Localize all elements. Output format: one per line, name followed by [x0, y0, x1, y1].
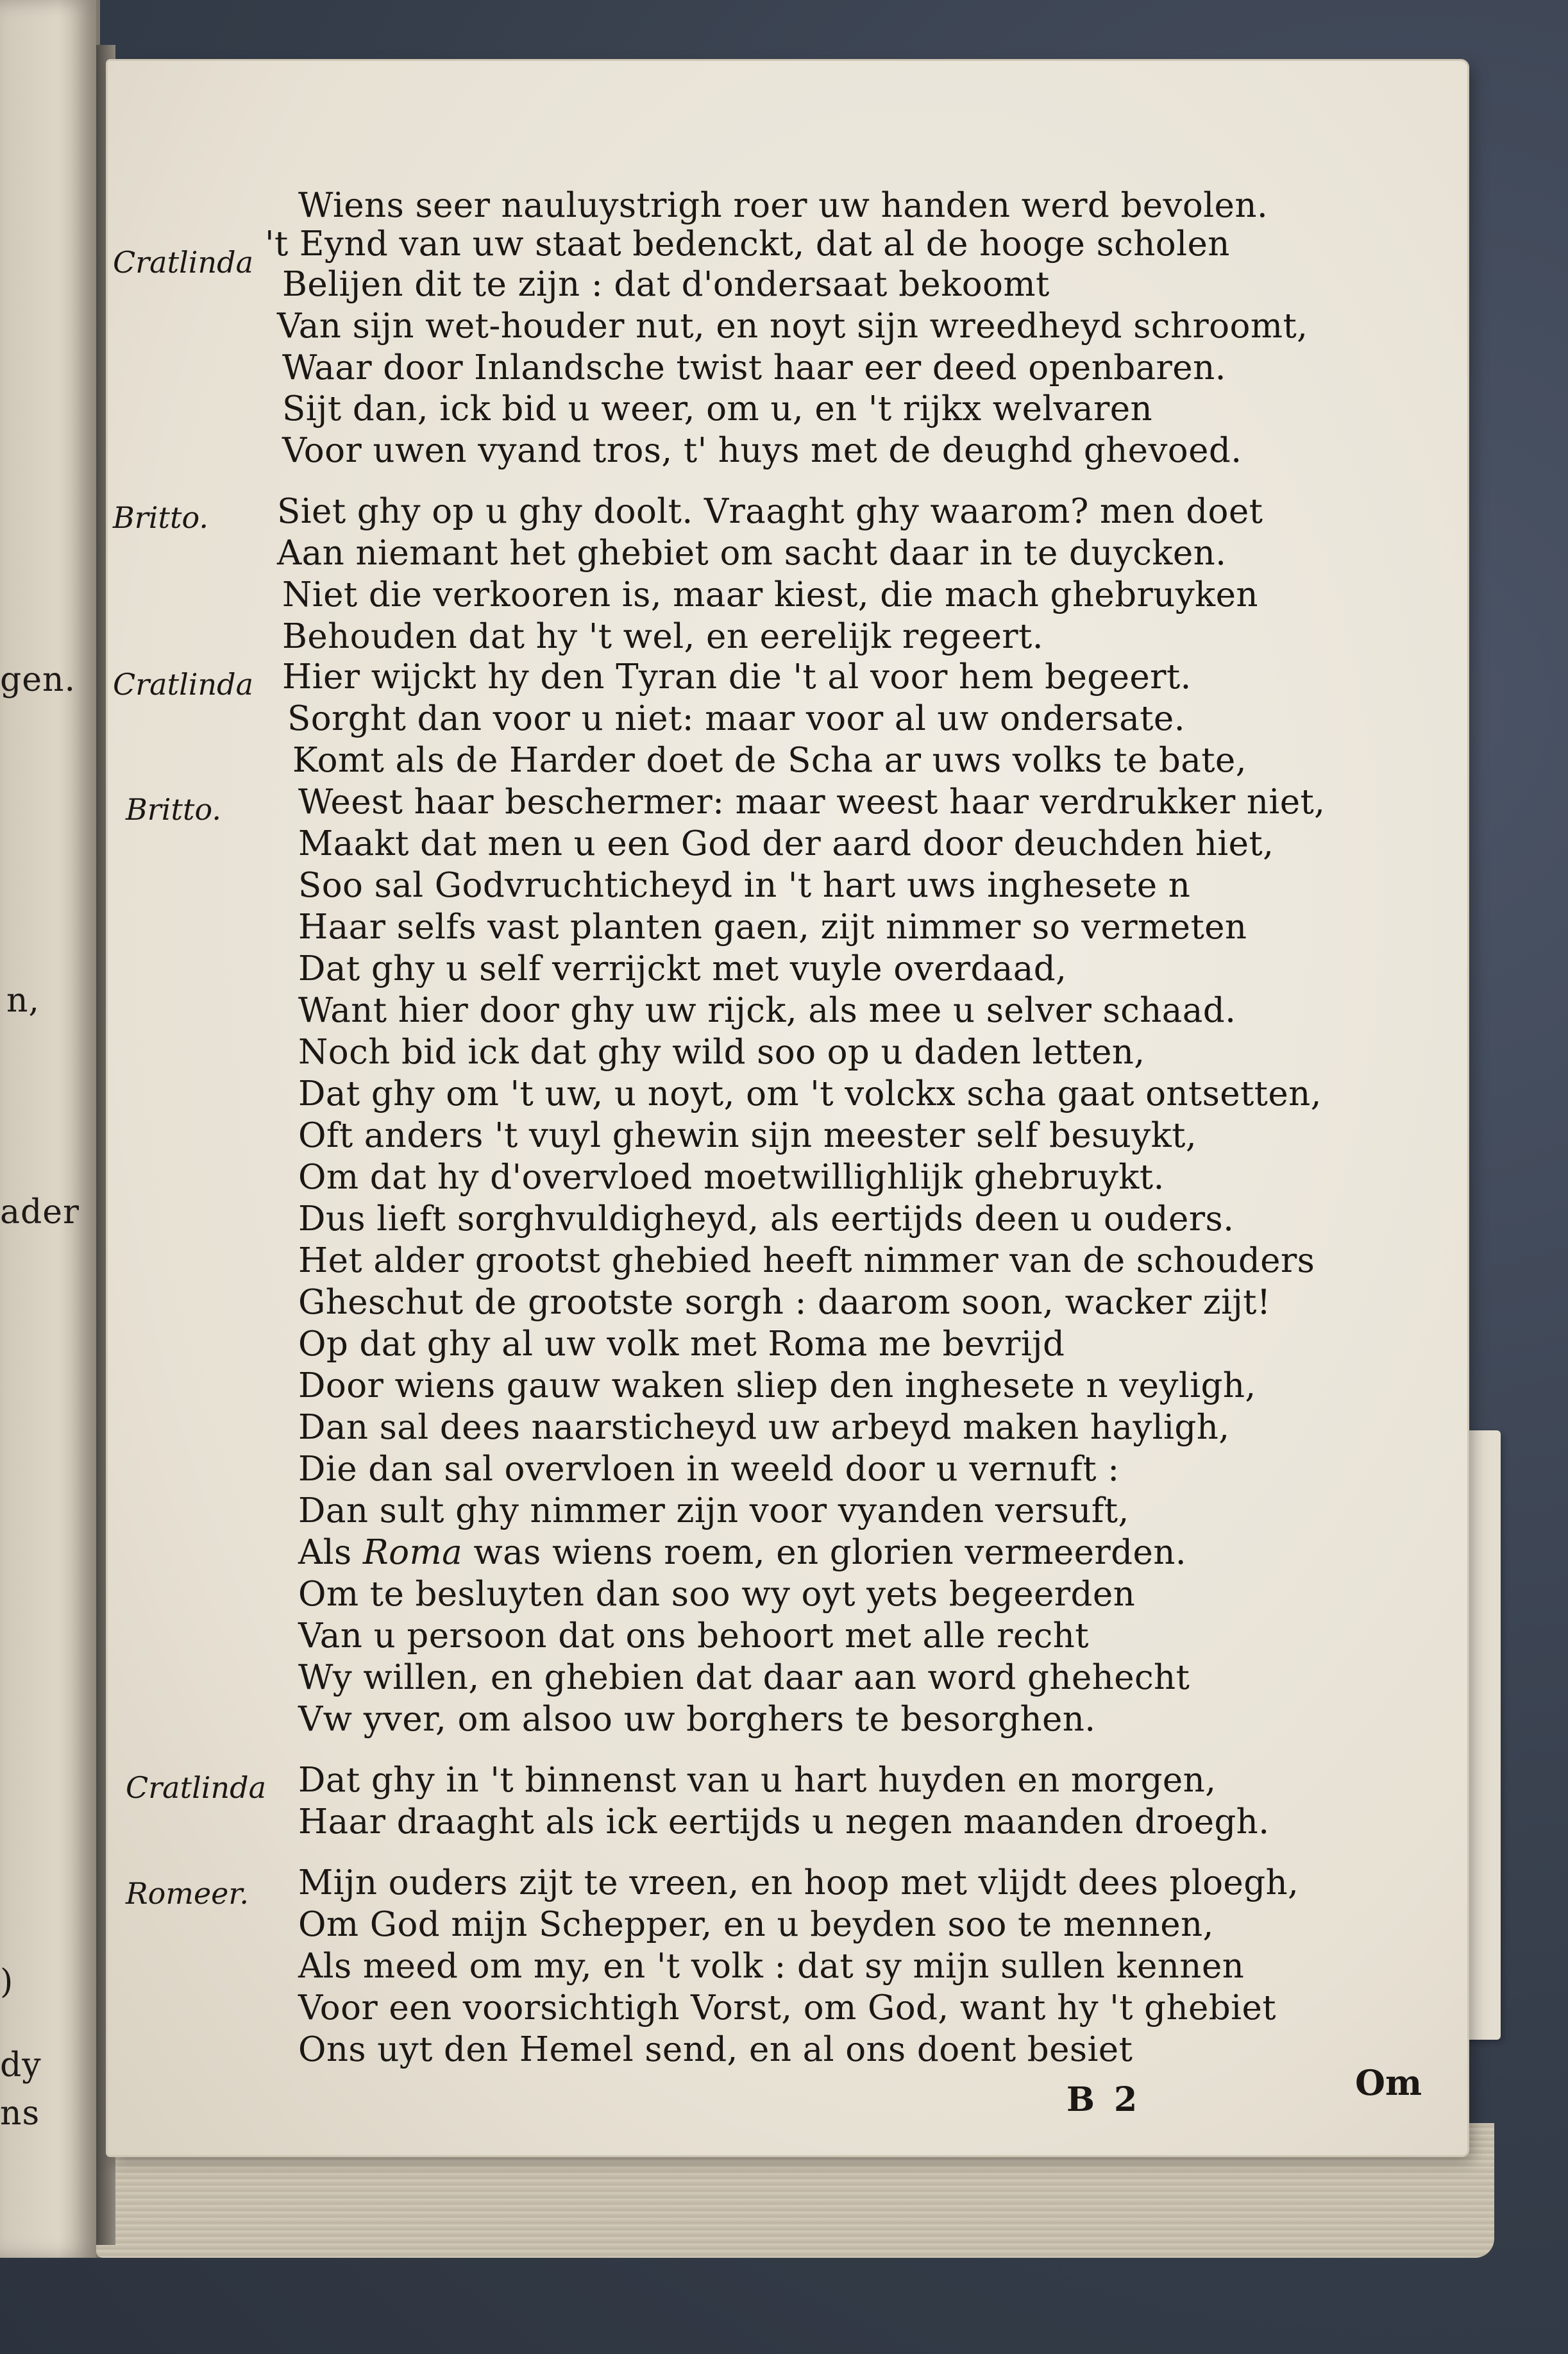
- verse-line: Belijen dit te zijn : dat d'ondersaat bekoomt: [282, 265, 1050, 304]
- verse-line: Niet die verkooren is, maar kiest, die mach ghebruyken: [282, 575, 1258, 614]
- book-page: [108, 61, 1467, 2155]
- verse-line: Gheschut de grootste sorgh : daarom soon, wacker zijt!: [298, 1283, 1271, 1322]
- verse-line: Siet ghy op u ghy doolt. Vraaght ghy waarom? men doet: [277, 492, 1263, 531]
- catchword: Om: [1355, 2062, 1422, 2103]
- verse-line: Sorght dan voor u niet: maar voor al uw ondersate.: [287, 699, 1185, 738]
- verse-line: Ons uyt den Hemel send, en al ons doent besiet: [298, 2030, 1133, 2069]
- verse-line: Om te besluyten dan soo wy oyt yets begeerden: [298, 1575, 1136, 1614]
- italic-name-roma: Roma: [362, 1533, 463, 1572]
- verse-line: Dat ghy in 't binnenst van u hart huyden en morgen,: [298, 1761, 1217, 1800]
- verse-line: Haar selfs vast planten gaen, zijt nimmer so vermeten: [298, 908, 1247, 947]
- facing-page-fragment: ns: [0, 2094, 40, 2133]
- verse-line: Want hier door ghy uw rijck, als mee u selver schaad.: [298, 991, 1236, 1030]
- verse-line: Weest haar beschermer: maar weest haar verdrukker niet,: [298, 783, 1326, 822]
- facing-page-fragment: ): [0, 1963, 14, 2001]
- verse-line: Het alder grootst ghebied heeft nimmer van de schouders: [298, 1241, 1315, 1280]
- verse-line: Maakt dat men u een God der aard door deuchden hiet,: [298, 824, 1274, 863]
- verse-line: Door wiens gauw waken sliep den inghesete n veyligh,: [298, 1366, 1256, 1405]
- verse-line: Wiens seer nauluystrigh roer uw handen werd bevolen.: [298, 186, 1269, 225]
- facing-page-fragment: dy: [0, 2046, 42, 2085]
- verse-text: Als: [298, 1533, 352, 1572]
- verse-line: Oft anders 't vuyl ghewin sijn meester self besuykt,: [298, 1116, 1197, 1155]
- speaker-name: Britto.: [126, 792, 221, 827]
- verse-line: Van sijn wet-houder nut, en noyt sijn wreedheyd schroomt,: [277, 307, 1308, 346]
- facing-page: [0, 0, 100, 2258]
- verse-line: Noch bid ick dat ghy wild soo op u daden letten,: [298, 1033, 1145, 1072]
- verse-line: Dan sult ghy nimmer zijn voor vyanden versuft,: [298, 1491, 1129, 1530]
- verse-line: Mijn ouders zijt te vreen, en hoop met vlijdt dees ploegh,: [298, 1863, 1299, 1902]
- verse-line: Wy willen, en ghebien dat daar aan word ghehecht: [298, 1658, 1190, 1697]
- speaker-name: Cratlinda: [113, 245, 254, 280]
- verse-line: Om God mijn Schepper, en u beyden soo te mennen,: [298, 1905, 1214, 1944]
- verse-line: Sijt dan, ick bid u weer, om u, en 't rijkx welvaren: [282, 389, 1153, 428]
- verse-line: 't Eynd van uw staat bedenckt, dat al de hooge scholen: [265, 224, 1230, 264]
- facing-page-fragment: n,: [6, 981, 40, 1020]
- verse-line: Die dan sal overvloen in weeld door u vernuft :: [298, 1450, 1120, 1489]
- verse-line: Voor uwen vyand tros, t' huys met de deughd ghevoed.: [282, 431, 1242, 470]
- verse-line: Voor een voorsichtigh Vorst, om God, want hy 't ghebiet: [298, 1988, 1276, 2028]
- speaker-name: Cratlinda: [113, 667, 254, 702]
- speaker-name: Romeer.: [126, 1876, 249, 1911]
- verse-line: Dus lieft sorghvuldigheyd, als eertijds deen u ouders.: [298, 1199, 1235, 1239]
- verse-line: Waar door Inlandsche twist haar eer deed openbaren.: [282, 348, 1226, 387]
- signature-mark: B 2: [1066, 2080, 1142, 2119]
- facing-page-fragment: gen.: [0, 661, 76, 699]
- verse-line: Behouden dat hy 't wel, en eerelijk regeert.: [282, 617, 1043, 656]
- verse-line: Dat ghy u self verrijckt met vuyle overdaad,: [298, 949, 1067, 988]
- speaker-name: Britto.: [113, 500, 208, 535]
- verse-line: Om dat hy d'overvloed moetwillighlijk ghebruykt.: [298, 1158, 1165, 1197]
- verse-line: Hier wijckt hy den Tyran die 't al voor hem begeert.: [282, 657, 1192, 697]
- verse-line: Aan niemant het ghebiet om sacht daar in te duycken.: [277, 534, 1227, 573]
- verse-line: Haar draaght als ick eertijds u negen maanden droegh.: [298, 1802, 1270, 1842]
- verse-line: [298, 1533, 1186, 1572]
- verse-line: Van u persoon dat ons behoort met alle recht: [298, 1616, 1089, 1655]
- verse-line: Vw yver, om alsoo uw borghers te besorghen.: [298, 1700, 1096, 1739]
- verse-line: Dat ghy om 't uw, u noyt, om 't volckx scha gaat ontsetten,: [298, 1074, 1322, 1113]
- verse-text: was wiens roem, en glorien vermeerden.: [473, 1533, 1187, 1572]
- verse-line: Als meed om my, en 't volk : dat sy mijn sullen kennen: [298, 1947, 1245, 1986]
- verse-line: Komt als de Harder doet de Scha ar uws volks te bate,: [292, 741, 1247, 780]
- verse-line: Soo sal Godvruchticheyd in 't hart uws inghesete n: [298, 866, 1191, 905]
- speaker-name: Cratlinda: [126, 1770, 267, 1805]
- facing-page-fragment: ader: [0, 1193, 80, 1232]
- verse-line: Dan sal dees naarsticheyd uw arbeyd maken hayligh,: [298, 1408, 1230, 1447]
- verse-line: Op dat ghy al uw volk met Roma me bevrijd: [298, 1325, 1065, 1364]
